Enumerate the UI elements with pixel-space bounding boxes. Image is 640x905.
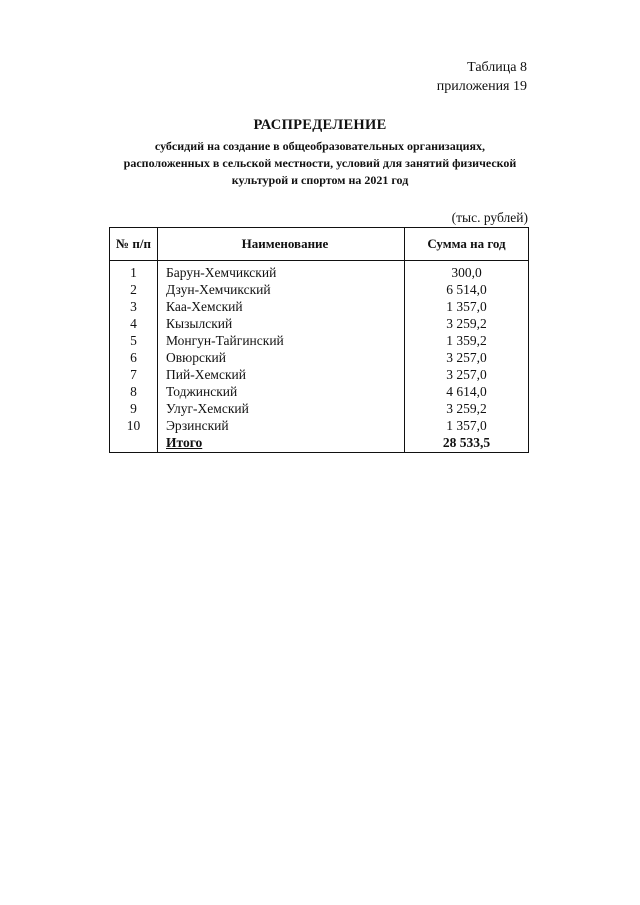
document-title: РАСПРЕДЕЛЕНИЕ (253, 117, 387, 133)
table-row (110, 261, 529, 282)
table-row (110, 349, 529, 366)
row-number: 6 (110, 349, 158, 366)
total-row (110, 435, 529, 453)
row-number: 2 (110, 281, 158, 298)
row-sum: 6 514,0 (405, 281, 529, 298)
table-row (110, 281, 529, 298)
appendix-number: приложения 19 (436, 79, 527, 94)
column-header-sum: Сумма на год (405, 228, 529, 261)
row-name: Пий-Хемский (158, 367, 405, 384)
subtitle-line: культурой и спортом на 2021 год (231, 173, 409, 187)
row-sum: 1 359,2 (405, 332, 529, 349)
table-row (110, 298, 529, 315)
table-row (110, 315, 529, 332)
table-row (110, 384, 529, 401)
subtitle-line: расположенных в сельской местности, условий для занятий физической (123, 156, 517, 170)
subtitle-line: субсидий на создание в общеобразовательных организациях, (154, 139, 486, 153)
row-sum: 3 257,0 (405, 367, 529, 384)
document-subtitle (105, 138, 535, 189)
row-number: 1 (110, 261, 158, 282)
row-name: Дзун-Хемчикский (158, 281, 405, 298)
row-sum: 1 357,0 (405, 298, 529, 315)
table-row (110, 401, 529, 418)
row-sum: 3 257,0 (405, 349, 529, 366)
row-number: 4 (110, 315, 158, 332)
row-sum: 3 259,2 (405, 401, 529, 418)
total-sum: 28 533,5 (405, 435, 529, 453)
table-row (110, 367, 529, 384)
total-label (158, 435, 405, 453)
row-name: Эрзинский (158, 418, 405, 435)
table-header-row (110, 228, 529, 261)
table-row (110, 418, 529, 435)
row-sum: 4 614,0 (405, 384, 529, 401)
column-header-name: Наименование (158, 228, 405, 261)
row-sum: 300,0 (405, 261, 529, 282)
total-row-number (110, 435, 158, 453)
row-name: Каа-Хемский (158, 298, 405, 315)
row-number: 7 (110, 367, 158, 384)
row-name: Барун-Хемчикский (158, 261, 405, 282)
row-name: Овюрский (158, 349, 405, 366)
units-note: (тыс. рублей) (451, 210, 528, 225)
distribution-table (109, 227, 529, 453)
row-number: 10 (110, 418, 158, 435)
row-number: 8 (110, 384, 158, 401)
row-sum: 3 259,2 (405, 315, 529, 332)
table-row (110, 332, 529, 349)
row-name: Тоджинский (158, 384, 405, 401)
column-header-number: № п/п (110, 228, 158, 261)
row-number: 5 (110, 332, 158, 349)
row-name: Улуг-Хемский (158, 401, 405, 418)
table-number: Таблица 8 (467, 60, 527, 75)
row-sum: 1 357,0 (405, 418, 529, 435)
table-reference (437, 58, 527, 96)
row-name: Монгун-Тайгинский (158, 332, 405, 349)
row-name: Кызылский (158, 315, 405, 332)
total-label-text: Итого (166, 435, 203, 451)
row-number: 3 (110, 298, 158, 315)
row-number: 9 (110, 401, 158, 418)
